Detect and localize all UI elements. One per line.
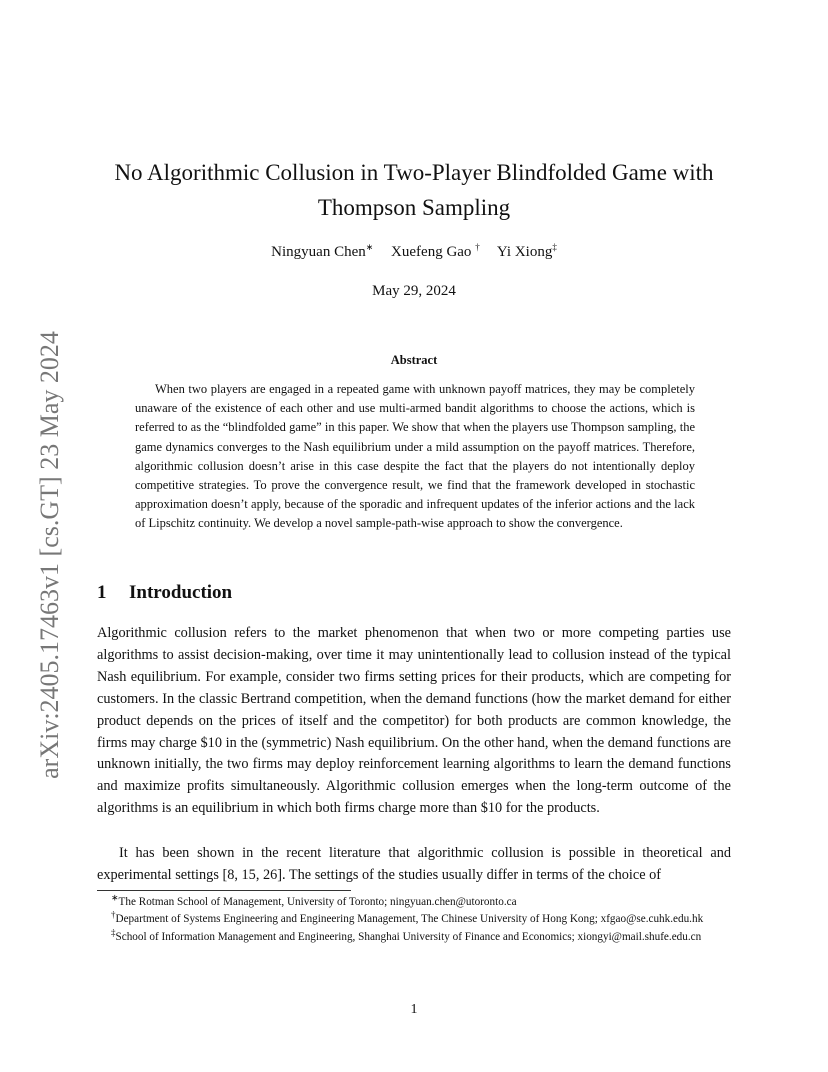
footnote-divider bbox=[97, 890, 351, 891]
footnote-text: The Rotman School of Management, University of Toronto; ningyuan.chen@utoronto.ca bbox=[118, 896, 517, 908]
paper-title: No Algorithmic Collusion in Two-Player Blindfolded Game with Thompson Sampling bbox=[114, 160, 714, 220]
footnote-mark: ∗ bbox=[111, 892, 119, 903]
author-list bbox=[90, 241, 738, 263]
footnote-mark: † bbox=[111, 909, 116, 920]
section-number: 1 bbox=[97, 582, 107, 603]
abstract-heading: Abstract bbox=[390, 353, 438, 367]
author-affiliation-mark: ∗ bbox=[365, 242, 374, 252]
footnote bbox=[97, 929, 731, 946]
author-affiliation-mark: † bbox=[475, 242, 480, 252]
footnote-mark: ‡ bbox=[111, 927, 116, 938]
paper-date: May 29, 2024 bbox=[372, 283, 456, 299]
section-heading bbox=[97, 582, 232, 604]
body-paragraph: It has been shown in the recent literature that algorithmic collusion is possible in theoretical and experimental settings [8, 15, 26]. The settings of the studies usually differ in terms of the choice of bbox=[97, 845, 731, 883]
page-number: 1 bbox=[410, 1002, 418, 1017]
author-name: Xuefeng Gao bbox=[391, 244, 472, 260]
footnote-text: Department of Systems Engineering and Engineering Management, The Chinese University of Hong Kong; xfgao@se.cuhk.edu.hk bbox=[115, 913, 704, 926]
footnote bbox=[97, 894, 731, 911]
footnote-text: School of Information Management and Engineering, Shanghai University of Finance and Economics; xiongyi@mail.shufe.edu.cn bbox=[115, 930, 702, 943]
author-affiliation-mark: ‡ bbox=[552, 242, 557, 252]
body-paragraph: Algorithmic collusion refers to the market phenomenon that when two or more competing parties use algorithms to assist decision-making, over time it may unintentionally lead to collusion instead of the typical Nash equilibrium. For example, consider two firms setting prices for their products, which are competing for customers. In the classic Bertrand competition, when the demand functions (how the market demand for either product depends on the prices of itself and the competitor) for both products are common knowledge, the firms may charge $10 in the (symmetric) Nash equilibrium. On the other hand, when the demand functions are unknown initially, the two firms may deploy reinforcement learning algorithms to learn the demand functions and maximize profits simultaneously. Algorithmic collusion emerges when the long-term outcome of the algorithms is an equilibrium in which both firms charge more than $10 for the products. bbox=[97, 625, 731, 817]
footnote bbox=[97, 911, 731, 928]
author-name: Ningyuan Chen bbox=[271, 244, 366, 260]
arxiv-identifier: arXiv:2405.17463v1 [cs.GT] 23 May 2024 bbox=[35, 331, 64, 779]
section-title: Introduction bbox=[129, 582, 233, 603]
footnotes bbox=[97, 894, 731, 946]
abstract-text: When two players are engaged in a repeated game with unknown payoff matrices, they may be completely unaware of the existence of each other and use multi-armed bandit algorithms to choose the actions, which is referred to as the “blindfolded game” in this paper. We show that when the players use Thompson sampling, the game dynamics converges to the Nash equilibrium under a mild assumption on the payoff matrices. Therefore, algorithmic collusion doesn’t arise in this case despite the fact that the players do not intentionally deploy competitive strategies. To prove the convergence result, we find that the framework developed in stochastic approximation doesn’t apply, because of the sporadic and infrequent updates of the inferior actions and the lack of Lipschitz continuity. We develop a novel sample-path-wise approach to show the convergence. bbox=[135, 382, 695, 531]
author-name: Yi Xiong bbox=[496, 244, 553, 260]
